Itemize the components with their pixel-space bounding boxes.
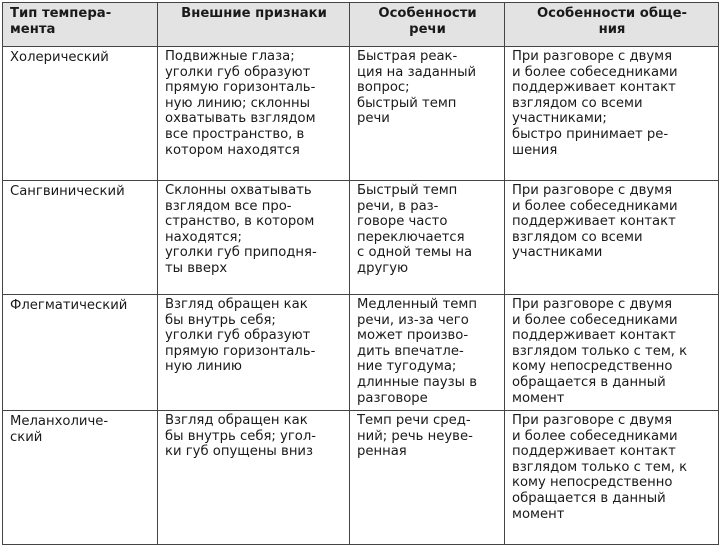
cell-appearance: Взгляд обращен как бы внутрь себя; уголки губ образуют прямую горизонталь- ную линию — [158, 295, 350, 411]
cell-type: Меланхоличе- ский — [3, 411, 158, 545]
cell-type: Сангвинический — [3, 181, 158, 295]
cell-speech: Темп речи сред- ний; речь неуве- ренная — [350, 411, 505, 545]
cell-communication: При разговоре с двумя и более собеседниками поддерживает контакт взглядом только с тем, к кому непосредственно обращается в данный момент — [505, 295, 719, 411]
temperament-table-container — [2, 2, 718, 538]
header-speech-features: Особенности речи — [350, 3, 505, 47]
cell-speech: Медленный темп речи, из-за чего может произво- дить впечатле- ние тугодума; длинные паузы в разговоре — [350, 295, 505, 411]
header-row — [3, 3, 719, 47]
header-temperament-type: Тип темпера- мента — [3, 3, 158, 47]
header-external-signs: Внешние признаки — [158, 3, 350, 47]
table-row — [3, 47, 719, 181]
table-row — [3, 411, 719, 545]
cell-communication: При разговоре с двумя и более собеседниками поддерживает контакт взглядом со всеми участниками; быстро принимает ре- шения — [505, 47, 719, 181]
table-row — [3, 295, 719, 411]
temperament-table — [2, 2, 719, 545]
cell-communication: При разговоре с двумя и более собеседниками поддерживает контакт взглядом со всеми участниками — [505, 181, 719, 295]
cell-appearance: Подвижные глаза; уголки губ образуют прямую горизонталь- ную линию; склонны охватывать взглядом все пространство, в котором находятся — [158, 47, 350, 181]
header-communication-features: Особенности обще- ния — [505, 3, 719, 47]
cell-speech: Быстрый темп речи, в раз- говоре часто переключается с одной темы на другую — [350, 181, 505, 295]
table-row — [3, 181, 719, 295]
cell-type: Флегматический — [3, 295, 158, 411]
cell-type: Холерический — [3, 47, 158, 181]
cell-appearance: Склонны охватывать взглядом все про- странство, в котором находятся; уголки губ приподня- ты вверх — [158, 181, 350, 295]
cell-communication: При разговоре с двумя и более собеседниками поддерживает контакт взглядом только с тем, к кому непосредственно обращается в данный момент — [505, 411, 719, 545]
cell-speech: Быстрая реак- ция на заданный вопрос; быстрый темп речи — [350, 47, 505, 181]
cell-appearance: Взгляд обращен как бы внутрь себя; угол- ки губ опущены вниз — [158, 411, 350, 545]
